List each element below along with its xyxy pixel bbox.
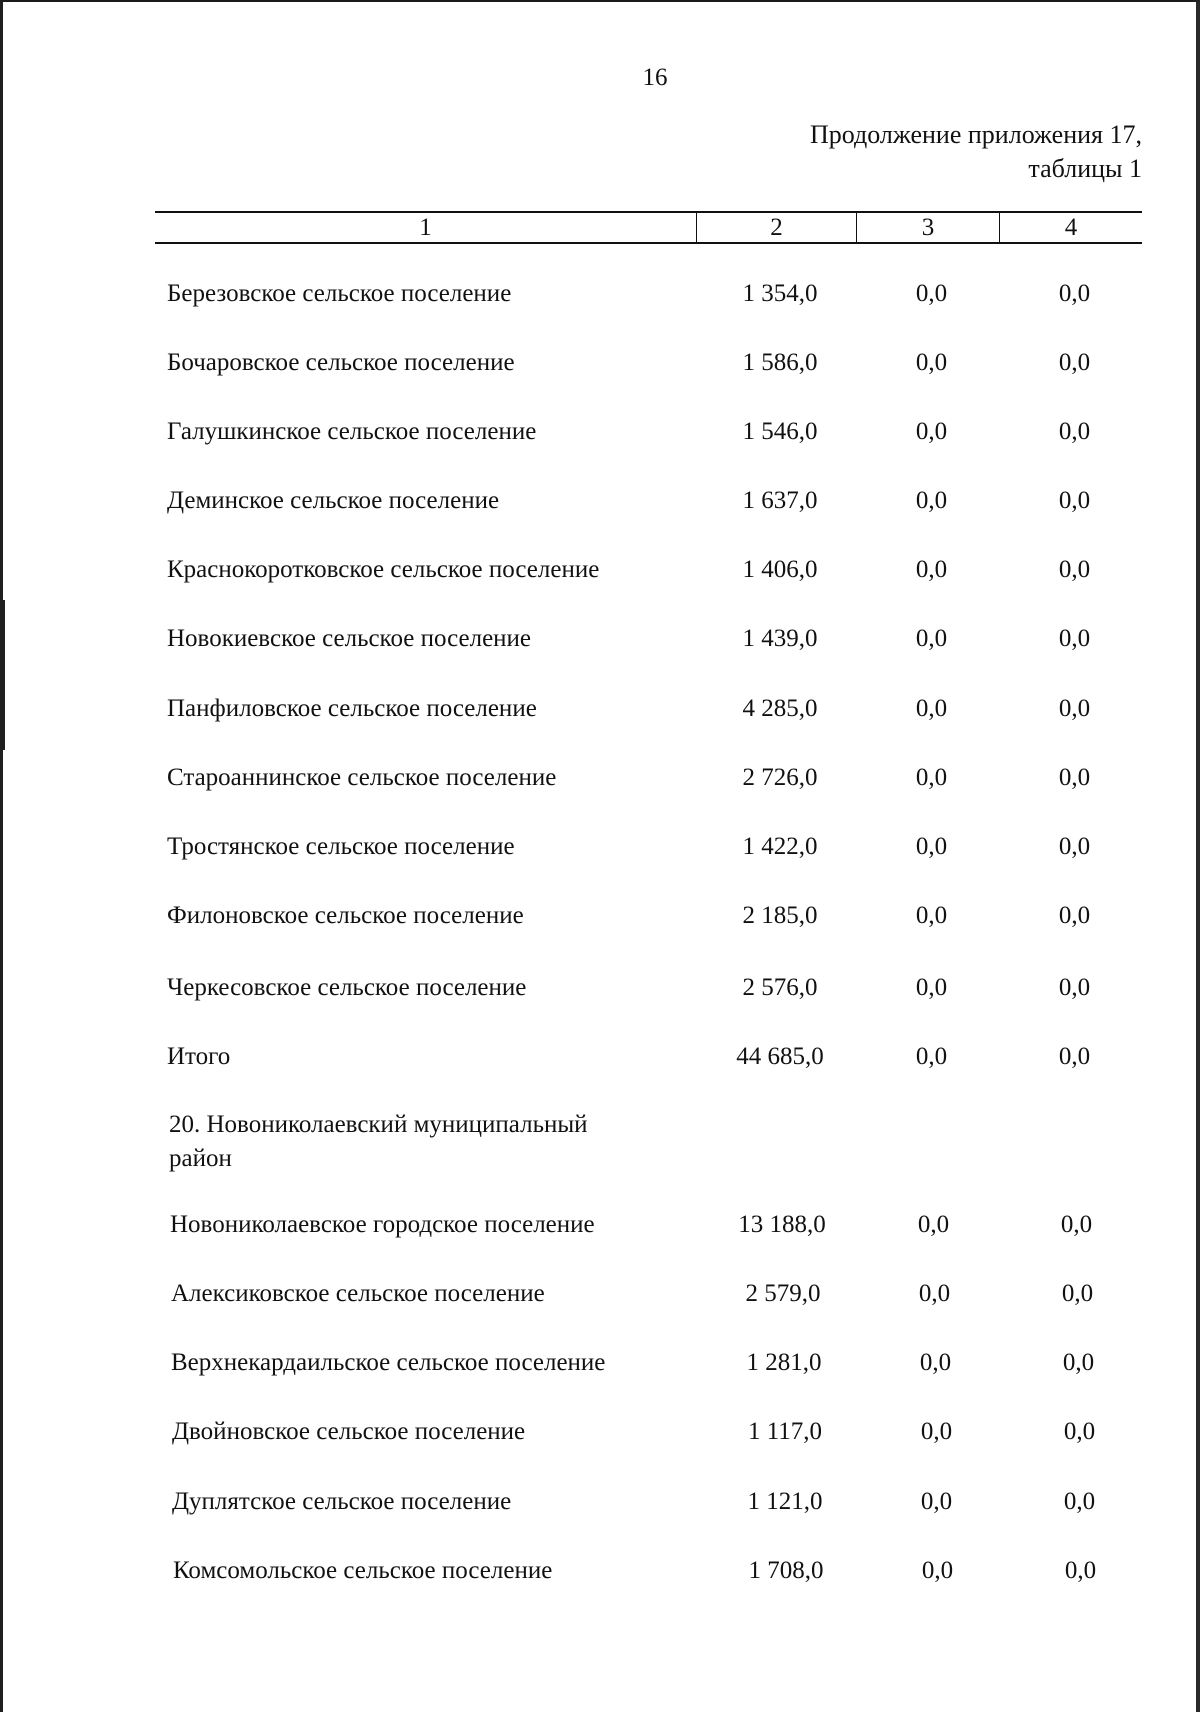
settlement-name: Алексиковское сельское поселение	[171, 1280, 545, 1307]
settlement-name: Краснокоротковское сельское поселение	[167, 556, 600, 583]
settlement-name: Панфиловское сельское поселение	[167, 695, 537, 722]
value-col-3: 0,0	[915, 349, 948, 376]
value-col-2: 1 422,0	[742, 833, 818, 860]
value-col-4: 0,0	[1058, 625, 1091, 652]
section-heading-line-1: 20. Новониколаевский муниципальный	[169, 1111, 588, 1138]
header-col-3: 3	[856, 213, 999, 242]
settlement-name: Новониколаевское городское поселение	[170, 1211, 595, 1238]
settlement-name: Черкесовское сельское поселение	[167, 974, 527, 1001]
value-col-2: 1 406,0	[742, 556, 818, 583]
value-col-2: 1 121,0	[747, 1488, 823, 1515]
settlement-name: Новокиевское сельское поселение	[167, 625, 532, 652]
settlement-name: Староаннинское сельское поселение	[167, 764, 557, 791]
header-col-2: 2	[696, 213, 856, 242]
value-col-3: 0,0	[915, 695, 948, 722]
value-col-2: 44 685,0	[736, 1043, 824, 1070]
settlement-name: Верхнекардаильское сельское поселение	[171, 1349, 606, 1376]
value-col-2: 1 439,0	[742, 625, 818, 652]
value-col-3: 0,0	[915, 764, 948, 791]
value-col-2: 13 188,0	[738, 1211, 826, 1238]
value-col-4: 0,0	[1058, 695, 1091, 722]
page-number: 16	[642, 64, 668, 91]
value-col-2: 1 708,0	[748, 1557, 824, 1584]
value-col-3: 0,0	[915, 487, 948, 514]
section-heading-line-2: район	[169, 1145, 232, 1172]
table-row	[0, 1415, 1200, 1455]
table-row	[0, 1485, 1200, 1525]
value-col-4: 0,0	[1062, 1349, 1095, 1376]
settlement-name: Филоновское сельское поселение	[167, 902, 524, 929]
table-row	[0, 1277, 1200, 1317]
value-col-4: 0,0	[1058, 280, 1091, 307]
value-col-2: 1 637,0	[742, 487, 818, 514]
table-row	[0, 761, 1200, 801]
value-col-2: 2 576,0	[742, 974, 818, 1001]
settlement-name: Комсомольское сельское поселение	[173, 1557, 553, 1584]
table-row	[0, 1208, 1200, 1248]
value-col-2: 1 354,0	[742, 280, 818, 307]
header-col-1: 1	[419, 213, 432, 241]
settlement-name: Деминское сельское поселение	[167, 487, 500, 514]
table-row	[0, 415, 1200, 455]
continuation-line-2: таблицы 1	[1028, 154, 1142, 183]
continuation-line-1: Продолжение приложения 17,	[809, 120, 1142, 149]
value-col-3: 0,0	[917, 1211, 950, 1238]
value-col-2: 1 546,0	[742, 418, 818, 445]
value-col-4: 0,0	[1064, 1557, 1097, 1584]
value-col-4: 0,0	[1058, 902, 1091, 929]
table-row	[0, 830, 1200, 870]
table-row	[0, 484, 1200, 524]
value-col-4: 0,0	[1058, 487, 1091, 514]
total-label: Итого	[167, 1043, 231, 1070]
settlement-name: Березовское сельское поселение	[167, 280, 512, 307]
value-col-4: 0,0	[1061, 1280, 1094, 1307]
table-row	[0, 971, 1200, 1011]
settlement-name: Двойновское сельское поселение	[172, 1418, 526, 1445]
value-col-2: 1 281,0	[746, 1349, 822, 1376]
table-row	[0, 277, 1200, 317]
value-col-4: 0,0	[1058, 833, 1091, 860]
value-col-3: 0,0	[918, 1280, 951, 1307]
value-col-4: 0,0	[1058, 349, 1091, 376]
value-col-3: 0,0	[921, 1557, 954, 1584]
table-row	[0, 553, 1200, 593]
settlement-name: Бочаровское сельское поселение	[167, 349, 515, 376]
table-row	[0, 1346, 1200, 1386]
value-col-3: 0,0	[915, 833, 948, 860]
value-col-3: 0,0	[919, 1349, 952, 1376]
table-row	[0, 692, 1200, 732]
value-col-2: 4 285,0	[742, 695, 818, 722]
value-col-2: 2 579,0	[745, 1280, 821, 1307]
value-col-4: 0,0	[1058, 1043, 1091, 1070]
table-row-total	[0, 1040, 1200, 1080]
value-col-3: 0,0	[915, 280, 948, 307]
table-row	[0, 899, 1200, 939]
value-col-2: 1 586,0	[742, 349, 818, 376]
value-col-4: 0,0	[1060, 1211, 1093, 1238]
value-col-3: 0,0	[915, 418, 948, 445]
value-col-2: 2 185,0	[742, 902, 818, 929]
value-col-4: 0,0	[1063, 1488, 1096, 1515]
value-col-4: 0,0	[1058, 556, 1091, 583]
header-col-4: 4	[999, 213, 1142, 242]
value-col-3: 0,0	[920, 1488, 953, 1515]
value-col-4: 0,0	[1058, 418, 1091, 445]
value-col-2: 1 117,0	[747, 1418, 823, 1445]
value-col-4: 0,0	[1058, 764, 1091, 791]
value-col-4: 0,0	[1058, 974, 1091, 1001]
value-col-3: 0,0	[920, 1418, 953, 1445]
table-row	[0, 346, 1200, 386]
value-col-3: 0,0	[915, 556, 948, 583]
value-col-3: 0,0	[915, 625, 948, 652]
table-row	[0, 622, 1200, 662]
value-col-4: 0,0	[1063, 1418, 1096, 1445]
settlement-name: Тростянское сельское поселение	[167, 833, 515, 860]
section-heading	[169, 1108, 689, 1176]
settlement-name: Галушкинское сельское поселение	[167, 418, 537, 445]
settlement-name: Дуплятское сельское поселение	[172, 1488, 512, 1515]
value-col-2: 2 726,0	[742, 764, 818, 791]
table-row	[0, 1554, 1200, 1594]
value-col-3: 0,0	[915, 1043, 948, 1070]
value-col-3: 0,0	[915, 974, 948, 1001]
value-col-3: 0,0	[915, 902, 948, 929]
